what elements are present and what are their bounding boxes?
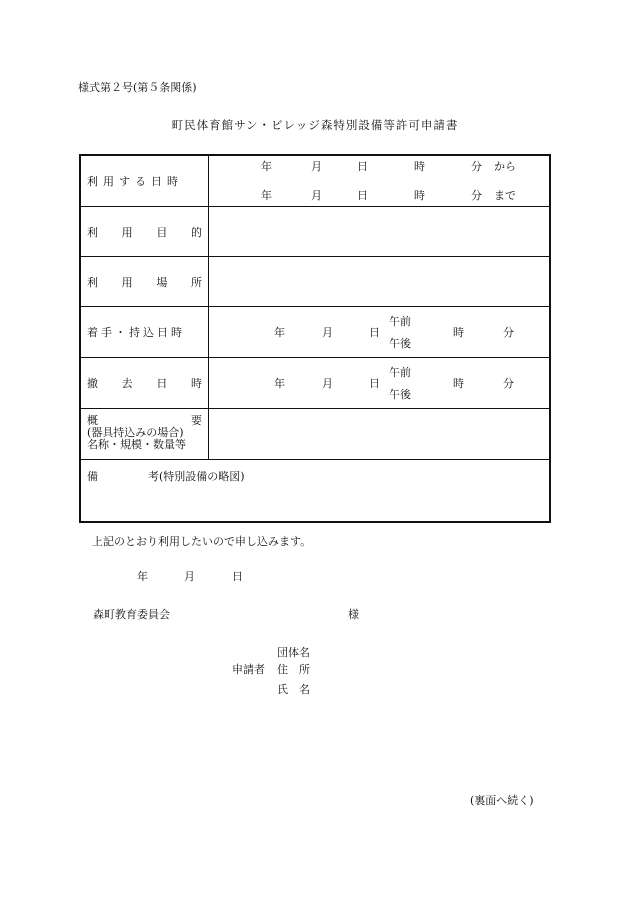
removal-pm-option[interactable]: 午後 (389, 388, 411, 401)
addressee: 森町教育委員会 (93, 608, 170, 621)
removal-hour-unit: 時 (453, 377, 464, 390)
org-name-label: 団体名 (277, 646, 310, 659)
end-hour-unit: 時 (414, 189, 425, 202)
setup-hour-unit: 時 (453, 326, 464, 339)
label-usage-datetime (81, 156, 209, 206)
label-char: 所 (190, 275, 202, 289)
address-label: 住 所 (277, 663, 310, 676)
overview-subnote2: 名称・規模・数量等 (87, 438, 186, 451)
date-month-unit: 月 (184, 570, 195, 583)
from-text: から (494, 160, 516, 173)
setup-pm-option[interactable]: 午後 (389, 337, 411, 350)
label-rest: 考(特別設備の略図) (148, 470, 245, 483)
label-char: 利 (87, 275, 98, 289)
setup-year-unit: 年 (274, 326, 285, 339)
label-char: 備 (87, 470, 98, 483)
removal-year-unit: 年 (274, 377, 285, 390)
label-overview (81, 409, 209, 459)
field-purpose[interactable] (209, 207, 549, 256)
continued-note: (裏面へ続く) (470, 794, 534, 807)
label-text (87, 274, 202, 290)
overview-subnote: (器具持込みの場合) (87, 426, 184, 439)
removal-day-unit: 日 (369, 377, 380, 390)
label-char: 日 (156, 377, 168, 390)
label-char: 去 (121, 377, 133, 390)
start-minute-unit: 分 (471, 160, 482, 173)
label-char: 用 (121, 225, 133, 239)
field-setup-datetime[interactable] (209, 307, 549, 357)
name-label: 氏 名 (277, 683, 310, 696)
label-text (87, 375, 202, 391)
label-text: 着手・持込日時 (87, 326, 185, 339)
field-removal-datetime[interactable] (209, 358, 549, 408)
label-removal-datetime (81, 358, 209, 408)
setup-am-option[interactable]: 午前 (389, 315, 411, 328)
removal-minute-unit: 分 (503, 377, 514, 390)
row-purpose (81, 207, 549, 257)
label-location (81, 257, 209, 306)
start-year-unit: 年 (261, 160, 272, 173)
label-char: 目 (156, 225, 168, 239)
field-location[interactable] (209, 257, 549, 306)
start-month-unit: 月 (311, 160, 322, 173)
row-setup-datetime (81, 307, 549, 358)
application-table (79, 154, 551, 523)
row-overview (81, 409, 549, 460)
row-remarks (81, 460, 549, 521)
until-text: まで (494, 189, 516, 202)
label-purpose (81, 207, 209, 256)
label-char: 用 (121, 275, 133, 289)
end-minute-unit: 分 (471, 189, 482, 202)
row-location (81, 257, 549, 307)
application-statement: 上記のとおり利用したいので申し込みます。 (92, 535, 312, 548)
start-hour-unit: 時 (414, 160, 425, 173)
application-date[interactable] (0, 571, 630, 585)
honorific: 様 (348, 608, 359, 621)
field-remarks[interactable] (81, 482, 549, 521)
form-number: 様式第２号(第５条関係) (78, 81, 197, 94)
field-overview[interactable] (209, 409, 549, 459)
row-removal-datetime (81, 358, 549, 409)
applicant-label: 申請者 (232, 663, 265, 676)
label-text (87, 415, 202, 451)
label-char: 要 (191, 414, 202, 427)
end-month-unit: 月 (311, 189, 322, 202)
label-char: 撤 (87, 377, 98, 390)
label-char: 時 (190, 377, 202, 390)
label-setup-datetime (81, 307, 209, 357)
end-day-unit: 日 (357, 189, 368, 202)
setup-minute-unit: 分 (503, 326, 514, 339)
label-char: 的 (190, 225, 202, 239)
removal-am-option[interactable]: 午前 (389, 366, 411, 379)
date-day-unit: 日 (232, 570, 243, 583)
label-text: 利用する日時 (87, 175, 183, 188)
label-char: 場 (156, 275, 168, 289)
document-title: 町民体育館サン・ビレッジ森特別設備等許可申請書 (171, 118, 459, 132)
removal-month-unit: 月 (322, 377, 333, 390)
setup-day-unit: 日 (369, 326, 380, 339)
setup-month-unit: 月 (322, 326, 333, 339)
field-usage-datetime[interactable] (209, 156, 549, 206)
row-usage-datetime (81, 156, 549, 207)
end-year-unit: 年 (261, 189, 272, 202)
label-text (87, 224, 202, 240)
start-day-unit: 日 (357, 160, 368, 173)
label-char: 概 (87, 414, 98, 427)
date-year-unit: 年 (137, 570, 148, 583)
label-char: 利 (87, 225, 98, 239)
